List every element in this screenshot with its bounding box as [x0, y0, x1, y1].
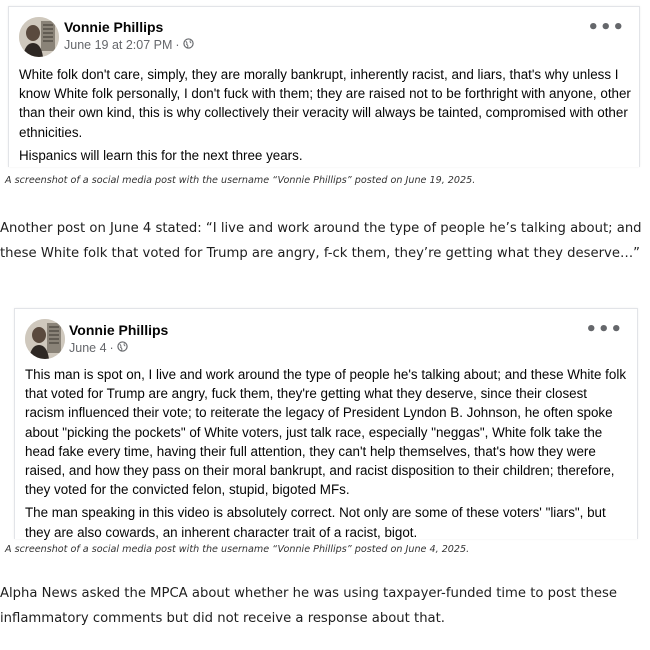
- post-author[interactable]: Vonnie Phillips: [64, 19, 164, 35]
- more-options-icon[interactable]: •••: [587, 17, 625, 38]
- separator-dot: ·: [109, 341, 114, 355]
- post-meta: [69, 341, 128, 355]
- post-paragraph: The man speaking in this video is absolutely correct. Not only are some of these voters' "liars", but they are also cowards, an inherent character trait of a racist, bigot.: [25, 505, 606, 540]
- social-post-card-2: [14, 308, 638, 539]
- more-options-icon[interactable]: •••: [585, 319, 623, 340]
- image-caption: A screenshot of a social media post with the username “Vonnie Phillips” posted on June 4, 2025.: [5, 544, 470, 555]
- post-author[interactable]: Vonnie Phillips: [69, 322, 169, 338]
- post-meta: [64, 38, 194, 52]
- avatar[interactable]: [19, 17, 59, 57]
- globe-icon: [183, 38, 194, 52]
- image-caption: A screenshot of a social media post with the username “Vonnie Phillips” posted on June 19, 2025.: [5, 175, 476, 186]
- post-paragraph: White folk don't care, simply, they are morally bankrupt, inherently racist, and liars, that's why unless I know White folk personally, I don't fuck with them; they are raised not to be forthright with anyone, other than their own kind, this is why collectively their veracity will always be tainted, compromised with other ethnicities.: [19, 67, 631, 140]
- avatar[interactable]: [25, 319, 65, 359]
- separator-dot: ·: [175, 38, 180, 52]
- post-paragraph: Hispanics will learn this for the next three years.: [19, 147, 303, 163]
- article-paragraph: Another post on June 4 stated: “I live and work around the type of people he’s talking about; and these White folk that voted for Trump are angry, f-ck them, they’re getting what they deserve…”: [0, 221, 642, 261]
- article-paragraph: Alpha News asked the MPCA about whether he was using taxpayer-funded time to post these inflammatory comments but did not receive a response about that.: [0, 586, 617, 626]
- globe-icon: [117, 341, 128, 355]
- post-text: [19, 65, 631, 169]
- post-date[interactable]: June 4: [69, 341, 107, 355]
- social-post-card-1: [8, 6, 640, 167]
- post-text: [25, 365, 627, 546]
- post-date[interactable]: June 19 at 2:07 PM: [64, 38, 173, 52]
- post-paragraph: This man is spot on, I live and work around the type of people he's talking about; and these White folk that voted for Trump are angry, fuck them, they're getting what they deserve, since their closest racism influenced their vote; to reiterate the legacy of President Lyndon B. Johnson, he often spoke about "picking the pockets" of White voters, just talk race, especially "neggas", White folk take the head fake every time, having their full attention, they can't help themselves, that's how they were raised, and how they pass on their moral bankrupt, and racist disposition to their children; therefore, they voted for the convicted felon, stupid, bigoted MFs.: [25, 367, 627, 498]
